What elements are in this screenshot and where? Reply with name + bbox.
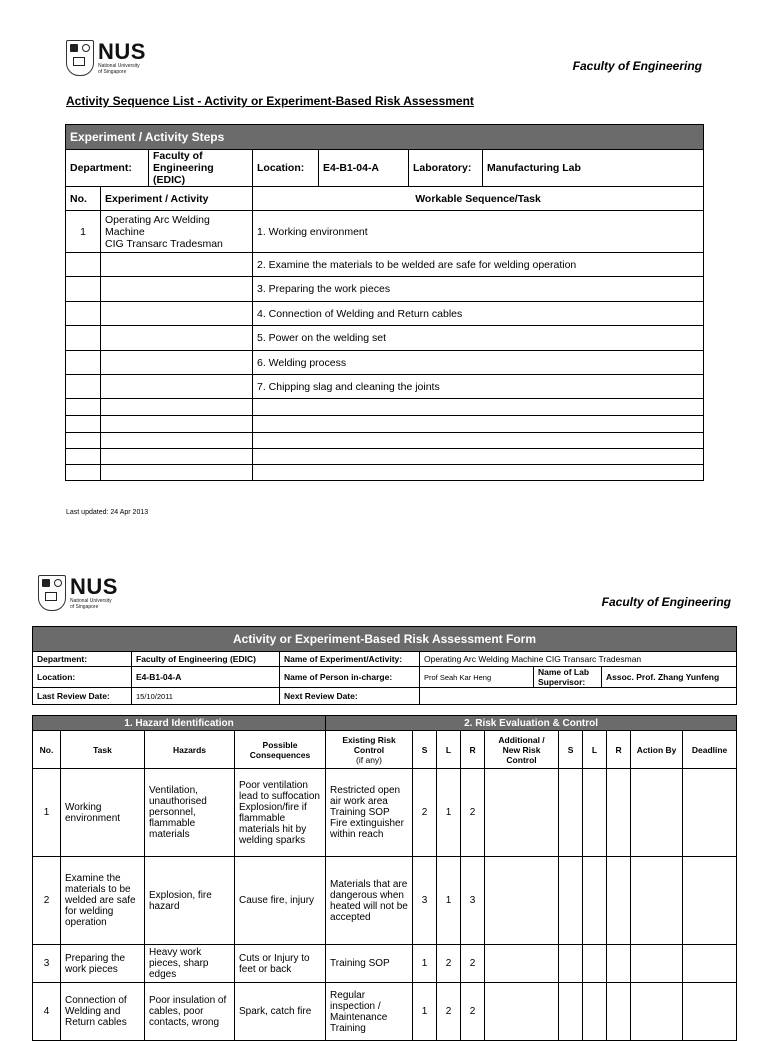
row-r: 2 (461, 769, 485, 857)
logo-subtext-2-2: of Singapore (70, 604, 99, 610)
hdr-hazards: Hazards (145, 731, 235, 769)
task-6: 6. Welding process (253, 351, 704, 375)
row-hazards: Poor insulation of cables, poor contacts, wrong (145, 983, 235, 1041)
faculty-heading: Faculty of Engineering (572, 59, 702, 73)
task-4: 4. Connection of Welding and Return cables (253, 302, 704, 326)
hdr-r: R (461, 731, 485, 769)
row-r: 3 (461, 857, 485, 945)
row-consequences: Poor ventilation lead to suffocation Explosion/fire if flammable materials hit by welding sparks (235, 769, 326, 857)
row-s: 1 (413, 945, 437, 983)
faculty-heading-2: Faculty of Engineering (601, 595, 731, 609)
row-l: 1 (437, 769, 461, 857)
hdr-r2: R (607, 731, 631, 769)
row-s: 1 (413, 983, 437, 1041)
last-updated: Last updated: 24 Apr 2013 (66, 509, 149, 516)
row-no: 2 (33, 857, 61, 945)
table-row (33, 983, 737, 1041)
row-hazards: Explosion, fire hazard (145, 857, 235, 945)
row-hazards: Ventilation, unauthorised personnel, flammable materials (145, 769, 235, 857)
row-no: 4 (33, 983, 61, 1041)
nus-crest-icon (38, 575, 66, 611)
logo-subtext-2: of Singapore (98, 69, 127, 75)
hdr-existing-title: Existing Risk Control (342, 734, 396, 755)
task-3: 3. Preparing the work pieces (253, 277, 704, 302)
loc-label: Location: (33, 667, 132, 688)
supervisor-label: Name of Lab Supervisor: (534, 667, 602, 688)
last-review-value: 15/10/2011 (132, 688, 280, 705)
activity-line-2: CIG Transarc Tradesman (105, 237, 223, 250)
col-activity-header: Experiment / Activity (101, 187, 253, 211)
section-risk-evaluation: 2. Risk Evaluation & Control (326, 716, 737, 731)
dept-value: Faculty of Engineering (EDIC) (132, 652, 280, 667)
task-2: 2. Examine the materials to be welded are safe for welding operation (253, 253, 704, 277)
form-info-table (32, 626, 737, 705)
hdr-action-by: Action By (631, 731, 683, 769)
row-l: 2 (437, 983, 461, 1041)
hdr-existing (326, 731, 413, 769)
hdr-l: L (437, 731, 461, 769)
logo-text-2: NUS (70, 574, 118, 599)
task-5: 5. Power on the welding set (253, 326, 704, 351)
logo-subtext-1: National University (98, 63, 140, 69)
row-s: 2 (413, 769, 437, 857)
next-review-label: Next Review Date: (280, 688, 420, 705)
row-existing: Materials that are dangerous when heated will not be accepted (326, 857, 413, 945)
row-hazards: Heavy work pieces, sharp edges (145, 945, 235, 983)
experiment-label: Name of Experiment/Activity: (280, 652, 420, 667)
task-7: 7. Chipping slag and cleaning the joints (253, 375, 704, 399)
supervisor-value: Assoc. Prof. Zhang Yunfeng (602, 667, 737, 688)
task-1: 1. Working environment (253, 211, 704, 253)
person-label: Name of Person in-charge: (280, 667, 420, 688)
page-title: Activity Sequence List - Activity or Experiment-Based Risk Assessment (66, 94, 474, 108)
hdr-no: No. (33, 731, 61, 769)
location-label: Location: (253, 150, 319, 187)
row-s: 3 (413, 857, 437, 945)
laboratory-value: Manufacturing Lab (483, 150, 704, 187)
row-task: Working environment (61, 769, 145, 857)
laboratory-label: Laboratory: (409, 150, 483, 187)
row-consequences: Spark, catch fire (235, 983, 326, 1041)
steps-table-title: Experiment / Activity Steps (66, 125, 704, 150)
row-task: Preparing the work pieces (61, 945, 145, 983)
activity-line-1: Operating Arc Welding Machine (105, 213, 210, 238)
section-hazard-identification: 1. Hazard Identification (33, 716, 326, 731)
department-label: Department: (66, 150, 149, 187)
row-no: 1 (33, 769, 61, 857)
experiment-value: Operating Arc Welding Machine CIG Transarc Tradesman (420, 652, 737, 667)
row-r: 2 (461, 945, 485, 983)
row-no: 1 (66, 211, 101, 253)
hdr-deadline: Deadline (683, 731, 737, 769)
row-existing: Training SOP (326, 945, 413, 983)
row-task: Examine the materials to be welded are safe for welding operation (61, 857, 145, 945)
hdr-s2: S (559, 731, 583, 769)
hdr-consequences: Possible Consequences (235, 731, 326, 769)
hdr-existing-note: (if any) (356, 754, 383, 765)
table-row (33, 857, 737, 945)
col-no-header: No. (66, 187, 101, 211)
table-row (33, 945, 737, 983)
row-consequences: Cause fire, injury (235, 857, 326, 945)
row-existing: Regular inspection / Maintenance Training (326, 983, 413, 1041)
nus-crest-icon (66, 40, 94, 76)
hdr-l2: L (583, 731, 607, 769)
row-task: Connection of Welding and Return cables (61, 983, 145, 1041)
risk-assessment-table (32, 715, 737, 1041)
hdr-s: S (413, 731, 437, 769)
person-value: Prof Seah Kar Heng (420, 667, 534, 688)
logo-text: NUS (98, 39, 146, 64)
activity-cell (101, 211, 253, 253)
row-l: 1 (437, 857, 461, 945)
col-sequence-header: Workable Sequence/Task (253, 187, 704, 211)
last-review-label: Last Review Date: (33, 688, 132, 705)
hdr-additional: Additional / New Risk Control (485, 731, 559, 769)
activity-steps-table (65, 124, 704, 481)
department-value: Faculty of Engineering (EDIC) (149, 150, 253, 187)
nus-logo (66, 40, 146, 76)
loc-value: E4-B1-04-A (132, 667, 280, 688)
hdr-task: Task (61, 731, 145, 769)
location-value: E4-B1-04-A (319, 150, 409, 187)
logo-subtext-2-1: National University (70, 598, 112, 604)
dept-label: Department: (33, 652, 132, 667)
row-no: 3 (33, 945, 61, 983)
form-title: Activity or Experiment-Based Risk Assessment Form (33, 627, 737, 652)
nus-logo-2 (38, 575, 118, 611)
row-existing: Restricted open air work area Training SOP Fire extinguisher within reach (326, 769, 413, 857)
row-consequences: Cuts or Injury to feet or back (235, 945, 326, 983)
row-r: 2 (461, 983, 485, 1041)
row-l: 2 (437, 945, 461, 983)
table-row (33, 769, 737, 857)
